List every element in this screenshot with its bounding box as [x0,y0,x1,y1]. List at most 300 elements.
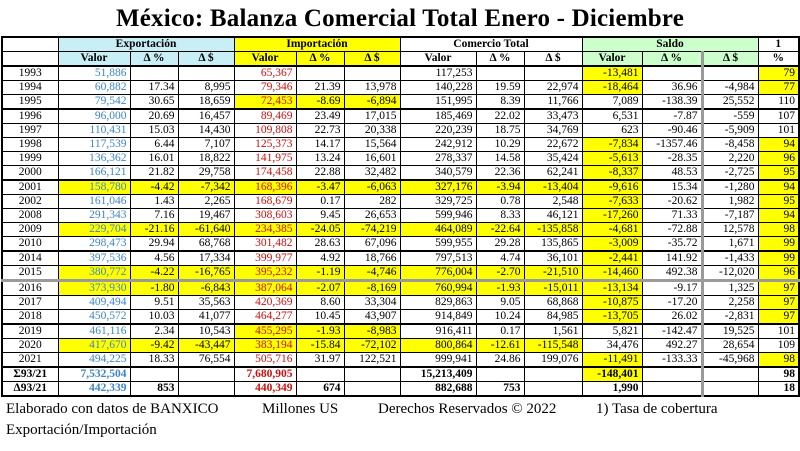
col-header-saldo-valor: Valor [582,52,642,67]
value-cell: 409,494 [58,296,130,310]
value-cell: 9.45 [296,209,344,223]
value-cell: 168,679 [234,195,296,209]
value-cell: 199,076 [524,353,582,368]
value-cell: 13,978 [344,81,400,95]
table-row [2,95,799,110]
value-cell: 11,766 [524,95,582,110]
value-cell: -2,831 [702,310,758,325]
col-header-ct-delta-usd: Δ $ [524,52,582,67]
col-header-exp-delta-pct: Δ % [130,52,178,67]
value-cell: -7,834 [582,138,642,152]
value-cell: 4.56 [130,251,178,266]
value-cell: 14.17 [296,138,344,152]
value-cell: 15,564 [344,138,400,152]
value-cell: -6,063 [344,180,400,195]
year-cell: 1996 [2,109,58,124]
col-header-coverage-pct: % [758,52,799,67]
value-cell: 20,338 [344,124,400,138]
value-cell: -8,337 [582,166,642,181]
table-row [2,152,799,166]
value-cell: -13,404 [524,180,582,195]
value-cell: 8,995 [178,81,234,95]
value-cell: 505,716 [234,353,296,368]
value-cell: 110 [758,95,799,110]
page-title: México: Balanza Comercial Total Enero - Diciembre [115,5,685,32]
value-cell [178,66,234,81]
value-cell: 24.86 [476,353,524,368]
value-cell: 282 [344,195,400,209]
value-cell: -15.84 [296,339,344,353]
value-cell: -1.93 [476,281,524,296]
value-cell: 101 [758,124,799,138]
value-cell: 18.33 [130,353,178,368]
value-cell: 34,769 [524,124,582,138]
value-cell: 599,946 [400,209,476,223]
value-cell: 151,995 [400,95,476,110]
value-cell: -1,280 [702,180,758,195]
value-cell: 12,578 [702,223,758,237]
value-cell: 417,670 [58,339,130,353]
value-cell [642,66,702,81]
value-cell: 41,077 [178,310,234,325]
value-cell: 28.63 [296,237,344,252]
value-cell: 21.39 [296,81,344,95]
value-cell: -4,746 [344,266,400,281]
footnote2-text: Exportación/Importación [6,422,157,438]
value-cell: -13,481 [582,66,642,81]
value-cell: -8,169 [344,281,400,296]
value-cell: 9.51 [130,296,178,310]
col-header-imp-valor: Valor [234,52,296,67]
value-cell: -2.07 [296,281,344,296]
value-cell: 1,990 [582,382,642,397]
corner-cell [2,37,58,52]
year-cell: 2021 [2,353,58,368]
value-cell: 387,064 [234,281,296,296]
value-cell: 94 [758,180,799,195]
value-cell [178,367,234,382]
value-cell: 22.73 [296,124,344,138]
value-cell: 48.53 [642,166,702,181]
value-cell: 10.45 [296,310,344,325]
value-cell: 220,239 [400,124,476,138]
sub-header-row [2,52,799,67]
value-cell: 380,772 [58,266,130,281]
value-cell: 599,955 [400,237,476,252]
value-cell: 916,411 [400,324,476,339]
value-cell: -21,510 [524,266,582,281]
value-cell [296,367,344,382]
value-cell [524,66,582,81]
value-cell: 461,116 [58,324,130,339]
year-cell: Δ93/21 [2,382,58,397]
value-cell: 96 [758,266,799,281]
value-cell: -43,447 [178,339,234,353]
value-cell: 98 [758,223,799,237]
value-cell: 135,865 [524,237,582,252]
value-cell: 22,974 [524,81,582,95]
value-cell: 101 [758,324,799,339]
value-cell: 455,295 [234,324,296,339]
value-cell: 94 [758,138,799,152]
value-cell: 8.60 [296,296,344,310]
value-cell: -2,441 [582,251,642,266]
value-cell: 4.92 [296,251,344,266]
value-cell [476,66,524,81]
value-cell: -559 [702,109,758,124]
value-cell: 22,672 [524,138,582,152]
value-cell: 89,469 [234,109,296,124]
col-header-ct-valor: Valor [400,52,476,67]
value-cell: -35.72 [642,237,702,252]
value-cell: -138.39 [642,95,702,110]
value-cell: 420,369 [234,296,296,310]
value-cell: 22.36 [476,166,524,181]
value-cell: 15.03 [130,124,178,138]
value-cell: -18,464 [582,81,642,95]
value-cell: -8,983 [344,324,400,339]
value-cell: -9.42 [130,339,178,353]
table-row [2,324,799,339]
year-cell: 2001 [2,180,58,195]
col-header-ct-delta-pct: Δ % [476,52,524,67]
value-cell: -13,134 [582,281,642,296]
value-cell [524,367,582,382]
value-cell: 18 [758,382,799,397]
value-cell: -4.22 [130,266,178,281]
value-cell: 16.01 [130,152,178,166]
value-cell: 7,089 [582,95,642,110]
value-cell: 1,561 [524,324,582,339]
value-cell: 242,912 [400,138,476,152]
table-row [2,166,799,181]
col-header-exp-delta-usd: Δ $ [178,52,234,67]
value-cell: -7,187 [702,209,758,223]
table-body [2,66,799,396]
table-row [2,209,799,223]
value-cell: -148,401 [582,367,642,382]
value-cell: 79 [758,66,799,81]
table-row [2,296,799,310]
value-cell: 2.34 [130,324,178,339]
value-cell: 373,930 [58,281,130,296]
value-cell: -22.64 [476,223,524,237]
value-cell: 0.17 [476,324,524,339]
value-cell: 882,688 [400,382,476,397]
value-cell: -5,613 [582,152,642,166]
value-cell: 0.17 [296,195,344,209]
value-cell: 464,089 [400,223,476,237]
value-cell: 914,849 [400,310,476,325]
value-cell: 99 [758,251,799,266]
value-cell: -24.05 [296,223,344,237]
value-cell: 122,521 [344,353,400,368]
value-cell: 33,304 [344,296,400,310]
value-cell [524,382,582,397]
value-cell: -7,342 [178,180,234,195]
col-header-imp-delta-usd: Δ $ [344,52,400,67]
value-cell: -4.42 [130,180,178,195]
value-cell: 79,346 [234,81,296,95]
value-cell: 141.92 [642,251,702,266]
value-cell: -10,875 [582,296,642,310]
value-cell: 797,513 [400,251,476,266]
table-row [2,195,799,209]
balanza-comercial-table [1,36,800,397]
value-cell: 340,579 [400,166,476,181]
value-cell: 9.05 [476,296,524,310]
value-cell [130,66,178,81]
table-row [2,353,799,368]
value-cell: -1.93 [296,324,344,339]
value-cell: -9.17 [642,281,702,296]
value-cell: 7.16 [130,209,178,223]
value-cell: 141,975 [234,152,296,166]
value-cell: 7,107 [178,138,234,152]
value-cell: 2,548 [524,195,582,209]
value-cell: 450,572 [58,310,130,325]
value-cell: -72,102 [344,339,400,353]
year-column-header [2,52,58,67]
value-cell: 999,941 [400,353,476,368]
value-cell: -6,843 [178,281,234,296]
value-cell: 97 [758,281,799,296]
value-cell: 168,396 [234,180,296,195]
value-cell: 442,339 [58,382,130,397]
year-cell: 2019 [2,324,58,339]
year-cell: 1997 [2,124,58,138]
value-cell: 4.74 [476,251,524,266]
value-cell [642,382,702,397]
table-row [2,382,799,397]
value-cell: 234,385 [234,223,296,237]
year-cell: 1999 [2,152,58,166]
value-cell: 674 [296,382,344,397]
value-cell: 19.59 [476,81,524,95]
value-cell: -4,984 [702,81,758,95]
table-row [2,109,799,124]
value-cell: 327,176 [400,180,476,195]
value-cell: -5,909 [702,124,758,138]
value-cell: 8.33 [476,209,524,223]
value-cell: -17,260 [582,209,642,223]
value-cell: 14,430 [178,124,234,138]
value-cell: -135,858 [524,223,582,237]
value-cell: 96,000 [58,109,130,124]
year-cell: 1995 [2,95,58,110]
units-text: Millones US [262,401,339,417]
value-cell: 36,101 [524,251,582,266]
value-cell: 96 [758,152,799,166]
value-cell: 25,552 [702,95,758,110]
value-cell: 95 [758,166,799,181]
value-cell: -7,633 [582,195,642,209]
year-cell: 2017 [2,296,58,310]
year-cell: 2000 [2,166,58,181]
value-cell: 308,603 [234,209,296,223]
value-cell [178,382,234,397]
value-cell: -3.47 [296,180,344,195]
value-cell: -12,020 [702,266,758,281]
value-cell [476,367,524,382]
table-row [2,81,799,95]
value-cell: 5,821 [582,324,642,339]
value-cell: -4,681 [582,223,642,237]
value-cell: 440,349 [234,382,296,397]
value-cell: -8,458 [702,138,758,152]
value-cell: 17,334 [178,251,234,266]
value-cell: 109 [758,339,799,353]
value-cell: 136,362 [58,152,130,166]
value-cell: 15,213,409 [400,367,476,382]
value-cell: 29.94 [130,237,178,252]
value-cell: 0.78 [476,195,524,209]
value-cell: 10,543 [178,324,234,339]
col-header-exp-valor: Valor [58,52,130,67]
value-cell: 492.27 [642,339,702,353]
table-row [2,310,799,325]
value-cell: -142.47 [642,324,702,339]
value-cell: 10.24 [476,310,524,325]
year-cell: 2020 [2,339,58,353]
value-cell: -1.19 [296,266,344,281]
value-cell: 72,453 [234,95,296,110]
value-cell: 166,121 [58,166,130,181]
value-cell: 492.38 [642,266,702,281]
value-cell: 30.65 [130,95,178,110]
value-cell: -90.46 [642,124,702,138]
value-cell: 10.29 [476,138,524,152]
value-cell: 301,482 [234,237,296,252]
value-cell: 158,780 [58,180,130,195]
value-cell: -7.87 [642,109,702,124]
value-cell: 278,337 [400,152,476,166]
value-cell: 76,554 [178,353,234,368]
value-cell [344,66,400,81]
value-cell: -3,009 [582,237,642,252]
value-cell: -1357.46 [642,138,702,152]
value-cell: 43,907 [344,310,400,325]
group-header-importacion: Importación [234,37,400,52]
value-cell: -17.20 [642,296,702,310]
value-cell: 29,758 [178,166,234,181]
value-cell: -115,548 [524,339,582,353]
value-cell: 67,096 [344,237,400,252]
value-cell: 34,476 [582,339,642,353]
footnote-text: 1) Tasa de cobertura [596,401,718,417]
value-cell: 623 [582,124,642,138]
value-cell: 77 [758,81,799,95]
table-row [2,223,799,237]
value-cell [296,66,344,81]
value-cell: -2,725 [702,166,758,181]
value-cell: 2,220 [702,152,758,166]
value-cell: 853 [130,382,178,397]
value-cell: 14.58 [476,152,524,166]
value-cell: 760,994 [400,281,476,296]
col-header-saldo-delta-pct: Δ % [642,52,702,67]
year-cell: 2018 [2,310,58,325]
value-cell: 399,977 [234,251,296,266]
table-row [2,66,799,81]
value-cell: 18.75 [476,124,524,138]
value-cell: 20.69 [130,109,178,124]
table-row [2,237,799,252]
value-cell: 97 [758,296,799,310]
value-cell: 18,659 [178,95,234,110]
value-cell: 79,542 [58,95,130,110]
value-cell: 6.44 [130,138,178,152]
value-cell [130,367,178,382]
value-cell: -28.35 [642,152,702,166]
table-row [2,266,799,281]
table-row [2,367,799,382]
credit-text: Elaborado con datos de BANXICO [6,401,219,417]
year-cell: 2009 [2,223,58,237]
value-cell: 494,225 [58,353,130,368]
value-cell: 1,325 [702,281,758,296]
value-cell: 298,473 [58,237,130,252]
value-cell: 68,868 [524,296,582,310]
value-cell: 2,258 [702,296,758,310]
value-cell: 95 [758,195,799,209]
value-cell: 7,532,504 [58,367,130,382]
year-cell: 2014 [2,251,58,266]
value-cell: 26.02 [642,310,702,325]
value-cell: -61,640 [178,223,234,237]
value-cell: -15,011 [524,281,582,296]
value-cell: 229,704 [58,223,130,237]
value-cell: 140,228 [400,81,476,95]
value-cell: 22.02 [476,109,524,124]
value-cell: 2,265 [178,195,234,209]
value-cell: 117,253 [400,66,476,81]
value-cell: 19,525 [702,324,758,339]
value-cell: 26,653 [344,209,400,223]
table-row [2,281,799,296]
value-cell [642,367,702,382]
table-row [2,124,799,138]
value-cell: 125,373 [234,138,296,152]
value-cell: 17,015 [344,109,400,124]
value-cell: 22.88 [296,166,344,181]
value-cell: 99 [758,237,799,252]
year-cell: 2002 [2,195,58,209]
value-cell: 16,601 [344,152,400,166]
value-cell: 329,725 [400,195,476,209]
value-cell: 97 [758,310,799,325]
value-cell: 174,458 [234,166,296,181]
value-cell: 71.33 [642,209,702,223]
value-cell: -8.69 [296,95,344,110]
value-cell: 18,766 [344,251,400,266]
value-cell: -9,616 [582,180,642,195]
value-cell: 46,121 [524,209,582,223]
value-cell [702,382,758,397]
value-cell: 51,886 [58,66,130,81]
table-row [2,138,799,152]
year-cell: 1994 [2,81,58,95]
value-cell: 829,863 [400,296,476,310]
value-cell: 23.49 [296,109,344,124]
value-cell: 776,004 [400,266,476,281]
value-cell: -21.16 [130,223,178,237]
value-cell: 31.97 [296,353,344,368]
col-header-saldo-delta-usd: Δ $ [702,52,758,67]
value-cell: -12.61 [476,339,524,353]
value-cell: 65,367 [234,66,296,81]
value-cell [702,66,758,81]
